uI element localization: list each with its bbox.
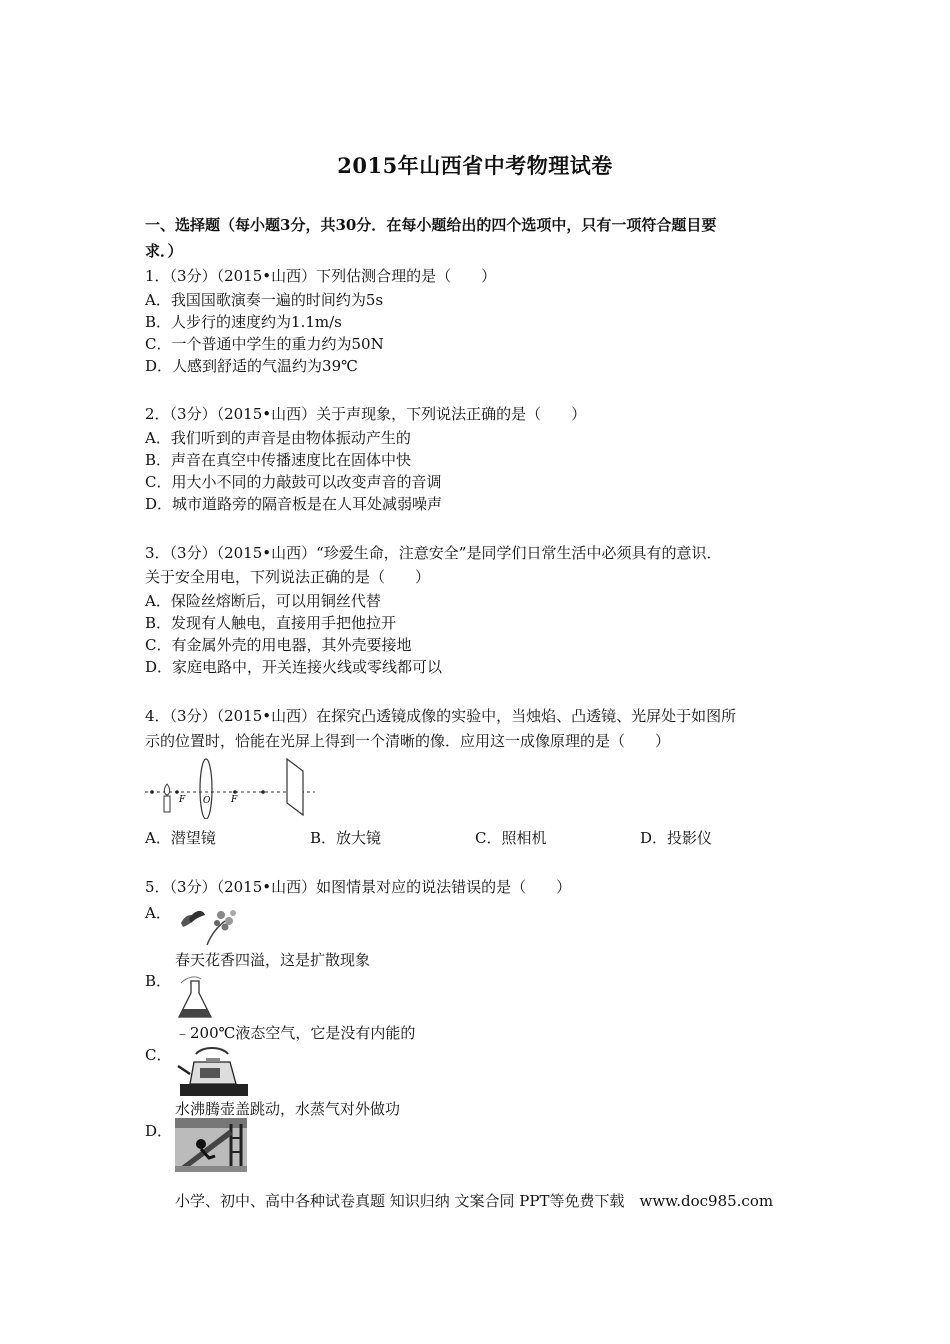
- question-4-stem-line2: 示的位置时，恰能在光屏上得到一个清晰的像．应用这一成像原理的是（ ）: [145, 732, 671, 750]
- section-heading-line1: 一、选择题（每小题3分，共30分．在每小题给出的四个选项中，只有一项符合题目要: [145, 216, 717, 234]
- question-1-option-a: A．我国国歌演奏一遍的时间约为5s: [145, 291, 384, 309]
- question-4-stem-line1: 4．（3分）（2015•山西）在探究凸透镜成像的实验中，当烛焰、凸透镜、光屏处于如图所: [145, 707, 737, 725]
- question-2-option-c: C．用大小不同的力敲鼓可以改变声音的音调: [145, 473, 442, 491]
- question-2-stem: 2．（3分）（2015•山西）关于声现象，下列说法正确的是（ ）: [145, 405, 587, 423]
- light-screen-icon: [287, 759, 303, 815]
- question-5-option-d-letter: D．: [145, 1122, 173, 1140]
- question-5-option-a-letter: A．: [145, 904, 171, 922]
- question-5-option-a-caption: 春天花香四溢，这是扩散现象: [175, 951, 371, 969]
- question-5-option-c-letter: C．: [145, 1046, 172, 1064]
- child-on-slide-photo: [175, 1118, 247, 1172]
- question-5-option-c-caption: 水沸腾壶盖跳动，水蒸气对外做功: [175, 1100, 401, 1118]
- question-4-option-c: C．照相机: [475, 829, 547, 847]
- question-1-option-d: D．人感到舒适的气温约为39℃: [145, 357, 358, 375]
- optical-center-label: O: [203, 796, 211, 806]
- question-1-option-b: B．人步行的速度约为1.1m/s: [145, 313, 342, 331]
- kettle-on-stove-photo: [176, 1044, 251, 1098]
- flask-liquid-air-photo: [175, 973, 215, 1021]
- question-2-option-b: B．声音在真空中传播速度比在固体中快: [145, 451, 412, 469]
- question-3-option-b: B．发现有人触电，直接用手把他拉开: [145, 614, 397, 632]
- child-icon: [196, 1139, 206, 1149]
- focal-label-left: F: [179, 795, 186, 805]
- question-4-option-b: B．放大镜: [310, 829, 382, 847]
- question-1-stem: 1．（3分）（2015•山西）下列估测合理的是（ ）: [145, 267, 497, 285]
- question-1-option-c: C．一个普通中学生的重力约为50N: [145, 335, 384, 353]
- stove-icon: [180, 1084, 248, 1096]
- question-3-stem-line2: 关于安全用电，下列说法正确的是（ ）: [145, 568, 431, 586]
- question-2-option-d: D．城市道路旁的隔音板是在人耳处减弱噪声: [145, 495, 443, 513]
- axis-point-f-left: [175, 790, 179, 794]
- question-4-options: [145, 827, 785, 849]
- question-2-option-a: A．我们听到的声音是由物体振动产生的: [145, 429, 411, 447]
- section-heading-line2: 求．）: [145, 242, 183, 260]
- candle-icon: [164, 784, 170, 812]
- axis-point-2f-left: [150, 790, 154, 794]
- axis-point-f-right: [233, 790, 237, 794]
- question-4-option-d: D．投影仪: [640, 829, 713, 847]
- page-footer: 小学、初中、高中各种试卷真题 知识归纳 文案合同 PPT等免费下载 www.doc985.com: [175, 1192, 774, 1210]
- question-3-option-a: A．保险丝熔断后，可以用铜丝代替: [145, 592, 381, 610]
- question-3-option-d: D．家庭电路中，开关连接火线或零线都可以: [145, 658, 443, 676]
- convex-lens-icon: [200, 759, 212, 819]
- question-5-option-b-letter: B．: [145, 972, 172, 990]
- focal-label-right: F: [231, 795, 238, 805]
- question-5-stem: 5．（3分）（2015•山西）如图情景对应的说法错误的是（ ）: [145, 878, 572, 896]
- page-title: 2015年山西省中考物理试卷: [337, 153, 613, 178]
- flower-icon: [217, 911, 225, 919]
- axis-point-2f-right: [261, 790, 265, 794]
- question-4-option-a: A．潜望镜: [145, 829, 216, 847]
- optical-bench-figure: [143, 757, 318, 819]
- question-3-stem-line1: 3．（3分）（2015•山西）“珍爱生命，注意安全”是同学们日常生活中必须具有的意识．: [145, 544, 722, 562]
- question-3-option-c: C．有金属外壳的用电器，其外壳要接地: [145, 636, 412, 654]
- flower-butterfly-photo: [177, 901, 241, 947]
- question-5-option-b-caption: ﹣200℃液态空气，它是没有内能的: [175, 1024, 416, 1042]
